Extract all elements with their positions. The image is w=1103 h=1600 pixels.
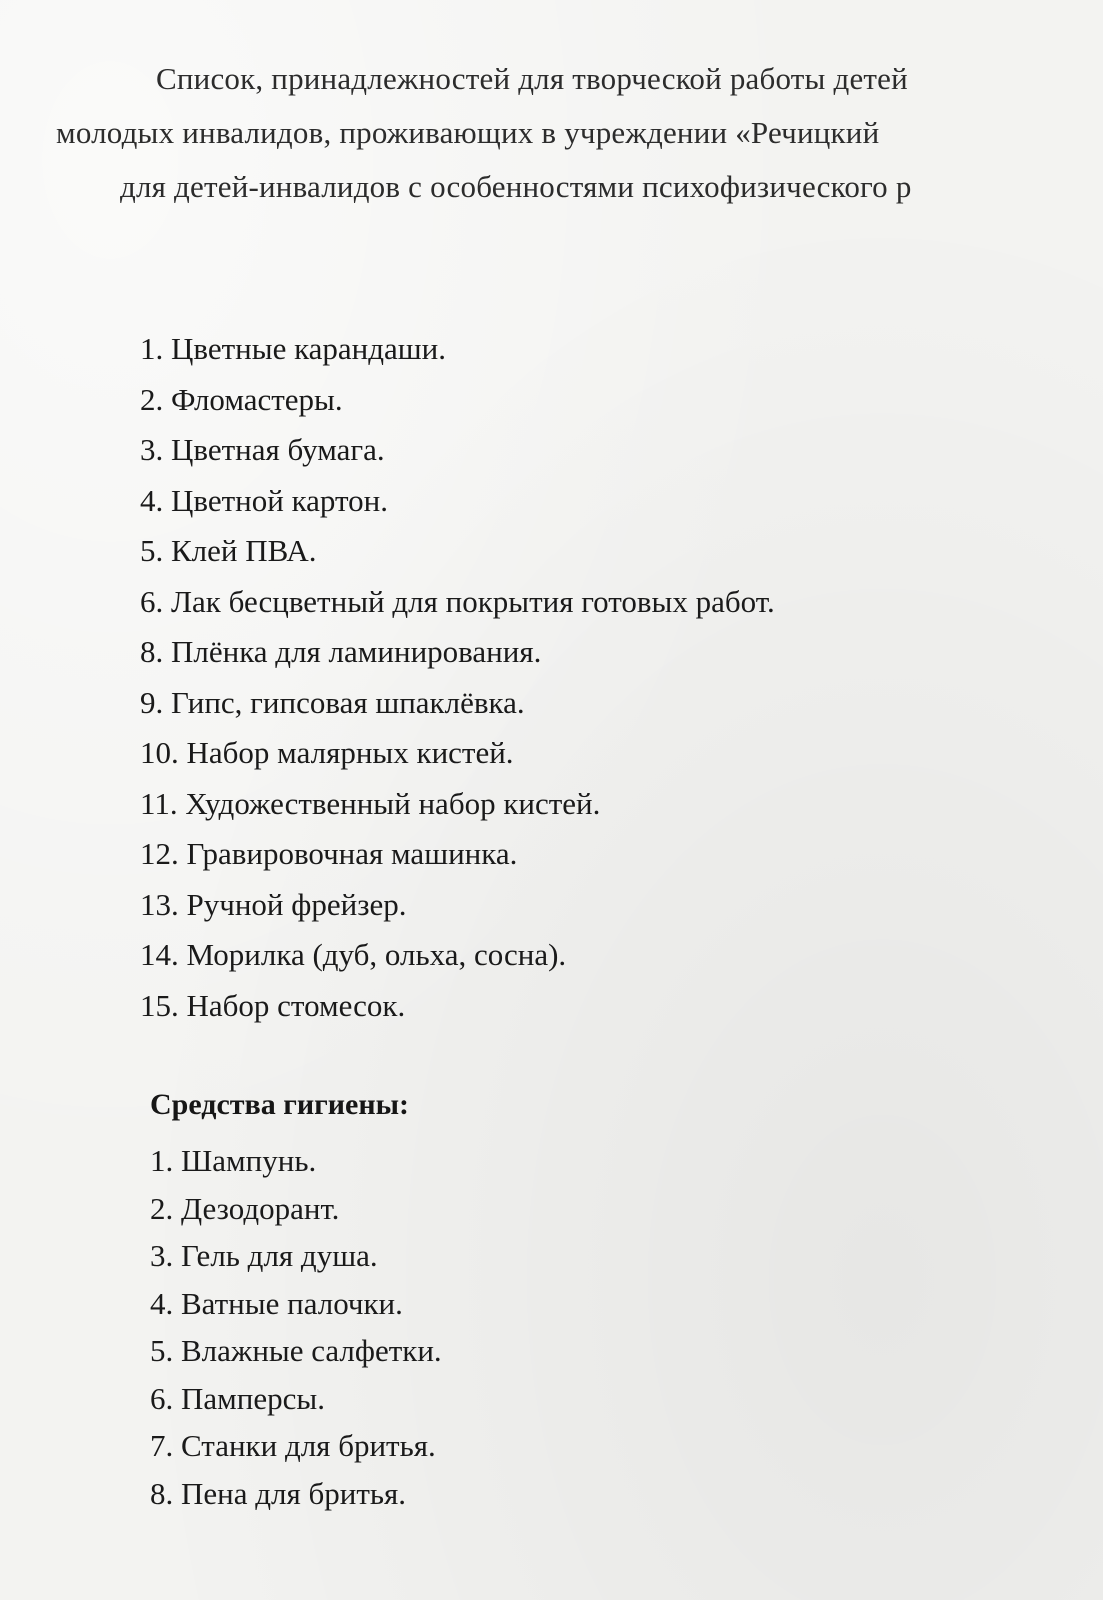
hygiene-list xyxy=(150,1137,442,1517)
list-item: 2. Дезодорант. xyxy=(150,1190,340,1226)
supplies-list xyxy=(140,324,775,1031)
list-item: 6. Памперсы. xyxy=(150,1380,325,1416)
header-line-1: Список, принадлежностей для творческой работы детей xyxy=(156,61,908,96)
list-item: 3. Гель для душа. xyxy=(150,1238,378,1273)
list-item: 4. Цветной картон. xyxy=(140,482,388,518)
list-item: 2. Фломастеры. xyxy=(140,381,343,417)
list-item: 6. Лак бесцветный для покрытия готовых работ. xyxy=(140,583,775,619)
list-item: 13. Ручной фрейзер. xyxy=(140,886,407,922)
header-line-3: для детей-инвалидов с особенностями психофизического р xyxy=(120,169,912,204)
header-line-2: молодых инвалидов, проживающих в учреждении «Речицкий xyxy=(56,115,880,150)
list-item: 3. Цветная бумага. xyxy=(140,432,385,467)
list-item: 1. Шампунь. xyxy=(150,1143,317,1178)
list-item: 10. Набор малярных кистей. xyxy=(140,735,514,770)
list-item: 1. Цветные карандаши. xyxy=(140,331,447,366)
list-item: 14. Морилка (дуб, ольха, сосна). xyxy=(140,937,567,972)
list-item: 9. Гипс, гипсовая шпаклёвка. xyxy=(140,684,525,720)
list-item: 12. Гравировочная машинка. xyxy=(140,836,518,871)
list-item: 5. Влажные салфетки. xyxy=(150,1333,442,1368)
hygiene-section-title: Средства гигиены: xyxy=(150,1088,410,1121)
list-item: 8. Плёнка для ламинирования. xyxy=(140,634,542,669)
list-item: 8. Пена для бритья. xyxy=(150,1475,407,1511)
list-item: 15. Набор стомесок. xyxy=(140,987,406,1023)
list-item: 4. Ватные палочки. xyxy=(150,1285,403,1321)
list-item: 5. Клей ПВА. xyxy=(140,533,317,568)
list-item: 11. Художественный набор кистей. xyxy=(140,785,601,821)
list-item: 7. Станки для бритья. xyxy=(150,1428,436,1463)
